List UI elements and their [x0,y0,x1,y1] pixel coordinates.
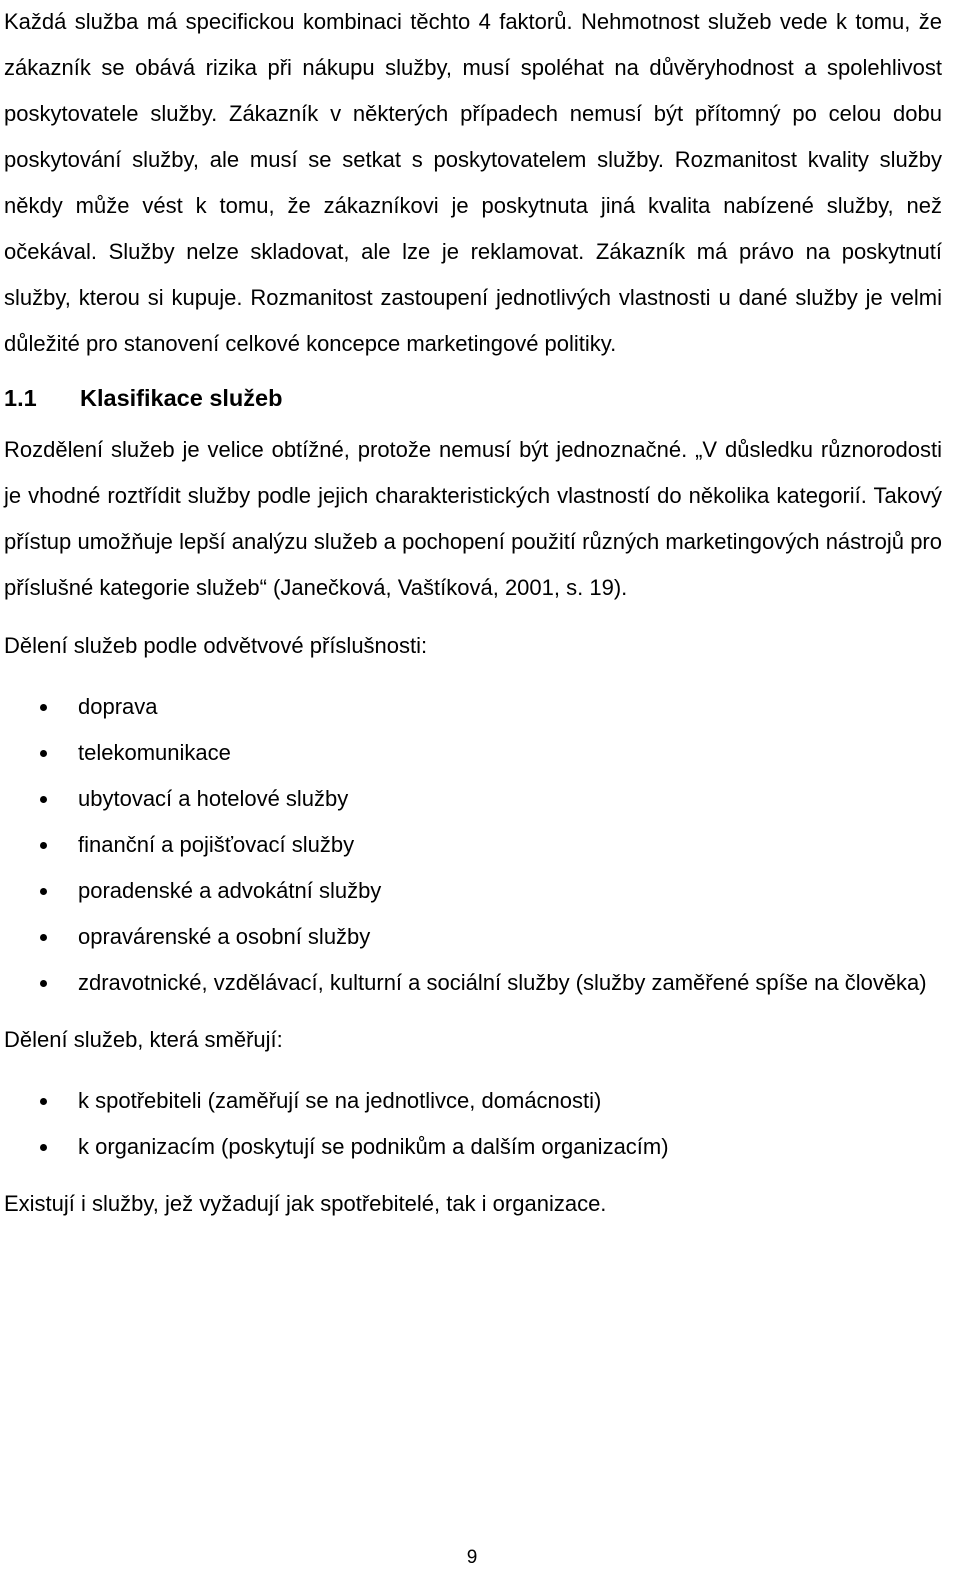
bullet-icon [40,888,47,895]
bullet-icon [40,704,47,711]
target-division-list [4,1078,942,1170]
list-item-text: k spotřebiteli (zaměřují se na jednotlivce, domácnosti) [78,1088,602,1113]
list-item [4,868,942,914]
sector-division-label: Dělení služeb podle odvětvové příslušnosti: [4,633,428,658]
sector-division-list [4,684,942,1006]
section-heading [4,380,942,416]
list-item [4,822,942,868]
section-number: 1.1 [4,385,37,411]
intro-paragraph: Každá služba má specifickou kombinaci těchto 4 faktorů. Nehmotnost služeb vede k tomu, že zákazník se obává rizika při nákupu služby, musí spoléhat na důvěryhodnost a spolehlivost poskytovatele služby. Zákazník v některých případech nemusí být přítomný po celou dobu poskytování služby, ale musí se setkat s poskytovatelem služby. Rozmanitost kvality služby někdy může vést k tomu, že zákazníkovi je poskytnuta jiná kvalita nabízené služby, než očekával. Služby nelze skladovat, ale lze je reklamovat. Zákazník má právo na poskytnutí služby, kterou si kupuje. Rozmanitost zastoupení jednotlivých vlastnosti u dané služby je velmi důležité pro stanovení celkové koncepce marketingové politiky. [4,9,942,356]
list-item [4,776,942,822]
list-item-text: k organizacím (poskytují se podnikům a dalším organizacím) [78,1134,669,1159]
list-item [4,914,942,960]
bullet-icon [40,1144,47,1151]
bullet-icon [40,1098,47,1105]
list-item-text: telekomunikace [78,740,231,765]
list-item-text: finanční a pojišťovací služby [78,832,355,857]
list-item-text: opravárenské a osobní služby [78,924,371,949]
bullet-icon [40,842,47,849]
bullet-icon [40,750,47,757]
list-item [4,1124,942,1170]
classification-paragraph: Rozdělení služeb je velice obtížné, protože nemusí být jednoznačné. „V důsledku různorodosti je vhodné roztřídit služby podle jejich charakteristických vlastností do několika kategorií. Takový přístup umožňuje lepší analýzu služeb a pochopení použití různých marketingových nástrojů pro příslušné kategorie služeb“ (Janečková, Vaštíková, 2001, s. 19). [4,437,942,600]
page-number: 9 [466,1547,478,1568]
list-item-text: ubytovací a hotelové služby [78,786,349,811]
bullet-icon [40,796,47,803]
list-item-text: doprava [78,694,158,719]
bullet-icon [40,980,47,987]
document-page [4,0,942,1227]
list-item [4,684,942,730]
list-item [4,960,942,1006]
list-item-text: zdravotnické, vzdělávací, kulturní a sociální služby (služby zaměřené spíše na člověka) [78,970,927,995]
list-item [4,1078,942,1124]
bullet-icon [40,934,47,941]
list-item-text: poradenské a advokátní služby [78,878,382,903]
closing-paragraph: Existují i služby, jež vyžadují jak spotřebitelé, tak i organizace. [4,1191,607,1216]
section-title: Klasifikace služeb [80,385,283,411]
target-division-label: Dělení služeb, která směřují: [4,1027,283,1052]
list-item [4,730,942,776]
